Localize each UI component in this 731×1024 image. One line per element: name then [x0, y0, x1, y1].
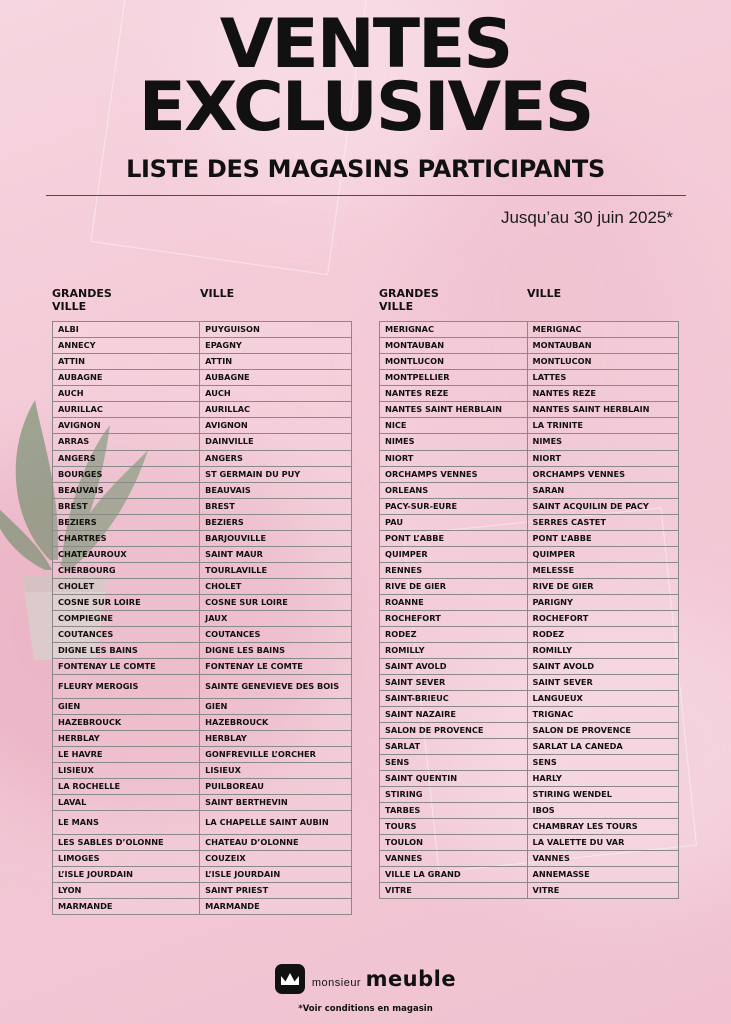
cell-grande-ville: MERIGNAC	[380, 322, 528, 338]
table-row	[53, 658, 352, 674]
cell-ville: SARAN	[527, 482, 678, 498]
table-row	[380, 386, 679, 402]
header-ville: VILLE	[200, 287, 235, 301]
table-row	[53, 482, 352, 498]
table-row	[380, 482, 679, 498]
cell-grande-ville: L’ISLE JOURDAIN	[53, 866, 200, 882]
cell-grande-ville: MARMANDE	[53, 898, 200, 914]
validity-date: Jusqu’au 30 juin 2025*	[500, 208, 673, 228]
table-row	[53, 810, 352, 834]
cell-grande-ville: LISIEUX	[53, 762, 200, 778]
table-row	[53, 546, 352, 562]
table-row	[53, 714, 352, 730]
cell-grande-ville: LA ROCHELLE	[53, 778, 200, 794]
column-headers-right	[379, 288, 679, 313]
cell-ville: AUCH	[200, 386, 352, 402]
table-row	[53, 562, 352, 578]
cell-ville: AUBAGNE	[200, 370, 352, 386]
cell-ville: LA TRINITE	[527, 418, 678, 434]
title-line-1: VENTES	[219, 5, 512, 84]
cell-ville: HAZEBROUCK	[200, 714, 352, 730]
cell-ville: CHAMBRAY LES TOURS	[527, 818, 678, 834]
cell-ville: JAUX	[200, 610, 352, 626]
table-row	[380, 370, 679, 386]
cell-ville: GONFREVILLE L’ORCHER	[200, 746, 352, 762]
cell-ville: AURILLAC	[200, 402, 352, 418]
cell-ville: STIRING WENDEL	[527, 786, 678, 802]
cell-ville: BREST	[200, 498, 352, 514]
table-row	[53, 834, 352, 850]
table-row	[53, 322, 352, 338]
cell-ville: NANTES REZE	[527, 386, 678, 402]
cell-grande-ville: LYON	[53, 882, 200, 898]
table-row	[53, 626, 352, 642]
table-row	[380, 594, 679, 610]
table-row	[380, 818, 679, 834]
store-list-right	[379, 288, 679, 915]
table-row	[380, 850, 679, 866]
cell-ville: IBOS	[527, 802, 678, 818]
cell-grande-ville: PAU	[380, 514, 528, 530]
table-row	[53, 354, 352, 370]
cell-ville: PARIGNY	[527, 594, 678, 610]
table-row	[53, 466, 352, 482]
cell-grande-ville: VANNES	[380, 850, 528, 866]
header-grande-ville-line2: VILLE	[52, 299, 87, 313]
cell-ville: HARLY	[527, 770, 678, 786]
cell-ville: DIGNE LES BAINS	[200, 642, 352, 658]
cell-grande-ville: LIMOGES	[53, 850, 200, 866]
table-row	[53, 594, 352, 610]
brand-logo-text	[311, 966, 457, 991]
table-row	[380, 546, 679, 562]
table-row	[53, 778, 352, 794]
table-row	[380, 578, 679, 594]
cell-grande-ville: HERBLAY	[53, 730, 200, 746]
table-row	[380, 626, 679, 642]
cell-ville: TRIGNAC	[527, 706, 678, 722]
cell-grande-ville: TOULON	[380, 834, 528, 850]
cell-grande-ville: NIORT	[380, 450, 528, 466]
cell-ville: CHOLET	[200, 578, 352, 594]
table-row	[380, 338, 679, 354]
table-row	[380, 802, 679, 818]
cell-ville: ROCHEFORT	[527, 610, 678, 626]
cell-grande-ville: SARLAT	[380, 738, 528, 754]
table-row	[380, 322, 679, 338]
table-row	[380, 434, 679, 450]
cell-ville: DAINVILLE	[200, 434, 352, 450]
cell-grande-ville: SAINT NAZAIRE	[380, 706, 528, 722]
cell-ville: VITRE	[527, 882, 678, 898]
column-headers-left	[52, 288, 352, 313]
cell-grande-ville: COUTANCES	[53, 626, 200, 642]
poster-footer	[0, 964, 731, 1014]
cell-ville: MONTLUCON	[527, 354, 678, 370]
cell-grande-ville: SAINT QUENTIN	[380, 770, 528, 786]
cell-ville: HERBLAY	[200, 730, 352, 746]
table-row	[53, 610, 352, 626]
store-list-left	[52, 288, 352, 915]
cell-grande-ville: SENS	[380, 754, 528, 770]
cell-grande-ville: FLEURY MEROGIS	[53, 674, 200, 698]
cell-grande-ville: LE MANS	[53, 810, 200, 834]
table-row	[53, 450, 352, 466]
table-row	[53, 402, 352, 418]
cell-ville: SAINTE GENEVIEVE DES BOIS	[200, 674, 352, 698]
cell-grande-ville: ANGERS	[53, 450, 200, 466]
cell-grande-ville: SAINT AVOLD	[380, 658, 528, 674]
cell-ville: ANNEMASSE	[527, 866, 678, 882]
table-row	[53, 674, 352, 698]
table-row	[53, 762, 352, 778]
cell-grande-ville: CHOLET	[53, 578, 200, 594]
table-row	[380, 530, 679, 546]
cell-grande-ville: RIVE DE GIER	[380, 578, 528, 594]
table-row	[53, 698, 352, 714]
divider	[46, 195, 686, 196]
cell-ville: BARJOUVILLE	[200, 530, 352, 546]
table-row	[380, 498, 679, 514]
cell-grande-ville: COSNE SUR LOIRE	[53, 594, 200, 610]
table-row	[53, 338, 352, 354]
cell-ville: SAINT PRIEST	[200, 882, 352, 898]
cell-ville: SERRES CASTET	[527, 514, 678, 530]
header-grande-ville-line1: GRANDES	[52, 287, 112, 301]
table-row	[380, 738, 679, 754]
table-row	[380, 866, 679, 882]
table-row	[53, 514, 352, 530]
cell-grande-ville: BEZIERS	[53, 514, 200, 530]
table-row	[380, 786, 679, 802]
cell-ville: AVIGNON	[200, 418, 352, 434]
header-grande-ville	[52, 288, 200, 313]
table-row	[380, 466, 679, 482]
table-row	[380, 642, 679, 658]
cell-ville: LA VALETTE DU VAR	[527, 834, 678, 850]
m-mark-icon	[280, 972, 300, 986]
table-row	[380, 690, 679, 706]
table-row	[53, 642, 352, 658]
table-row	[53, 418, 352, 434]
cell-ville: SARLAT LA CANEDA	[527, 738, 678, 754]
cell-ville: ROMILLY	[527, 642, 678, 658]
cell-ville: GIEN	[200, 698, 352, 714]
table-row	[53, 850, 352, 866]
table-row	[380, 706, 679, 722]
cell-grande-ville: PONT L’ABBE	[380, 530, 528, 546]
cell-ville: BEAUVAIS	[200, 482, 352, 498]
cell-grande-ville: AUCH	[53, 386, 200, 402]
store-lists	[0, 228, 731, 915]
cell-ville: RIVE DE GIER	[527, 578, 678, 594]
table-row	[380, 562, 679, 578]
table-row	[380, 770, 679, 786]
title-line-2: EXCLUSIVES	[138, 67, 593, 147]
cell-grande-ville: CHATEAUROUX	[53, 546, 200, 562]
cell-ville: PONT L’ABBE	[527, 530, 678, 546]
store-table-left	[52, 321, 352, 915]
table-row	[53, 578, 352, 594]
cell-ville: QUIMPER	[527, 546, 678, 562]
cell-grande-ville: FONTENAY LE COMTE	[53, 658, 200, 674]
cell-grande-ville: COMPIEGNE	[53, 610, 200, 626]
cell-grande-ville: SAINT-BRIEUC	[380, 690, 528, 706]
table-row	[380, 418, 679, 434]
header-ville: VILLE	[527, 287, 562, 301]
cell-grande-ville: SAINT SEVER	[380, 674, 528, 690]
cell-ville: L’ISLE JOURDAIN	[200, 866, 352, 882]
cell-grande-ville: ATTIN	[53, 354, 200, 370]
cell-ville: MARMANDE	[200, 898, 352, 914]
cell-ville: LA CHAPELLE SAINT AUBIN	[200, 810, 352, 834]
cell-grande-ville: NANTES SAINT HERBLAIN	[380, 402, 528, 418]
cell-ville: SAINT AVOLD	[527, 658, 678, 674]
header-grande-ville-line2: VILLE	[379, 299, 414, 313]
table-row	[53, 530, 352, 546]
table-row	[380, 882, 679, 898]
cell-grande-ville: VILLE LA GRAND	[380, 866, 528, 882]
cell-ville: BEZIERS	[200, 514, 352, 530]
cell-grande-ville: ALBI	[53, 322, 200, 338]
table-row	[380, 514, 679, 530]
legal-note: *Voir conditions en magasin	[298, 1004, 433, 1014]
cell-grande-ville: MONTLUCON	[380, 354, 528, 370]
cell-grande-ville: ROCHEFORT	[380, 610, 528, 626]
table-row	[380, 674, 679, 690]
table-row	[380, 402, 679, 418]
cell-ville: LATTES	[527, 370, 678, 386]
table-row	[380, 722, 679, 738]
cell-ville: MONTAUBAN	[527, 338, 678, 354]
cell-ville: NIORT	[527, 450, 678, 466]
cell-ville: COUZEIX	[200, 850, 352, 866]
table-row	[53, 794, 352, 810]
cell-grande-ville: RODEZ	[380, 626, 528, 642]
cell-grande-ville: BEAUVAIS	[53, 482, 200, 498]
cell-grande-ville: SALON DE PROVENCE	[380, 722, 528, 738]
table-row	[380, 754, 679, 770]
table-row	[53, 898, 352, 914]
cell-grande-ville: BOURGES	[53, 466, 200, 482]
table-row	[53, 370, 352, 386]
brand-name-bottom: meuble	[365, 966, 457, 991]
cell-grande-ville: ROANNE	[380, 594, 528, 610]
brand-logo	[275, 964, 456, 994]
cell-grande-ville: TOURS	[380, 818, 528, 834]
cell-grande-ville: NIMES	[380, 434, 528, 450]
cell-ville: LISIEUX	[200, 762, 352, 778]
cell-grande-ville: LES SABLES D’OLONNE	[53, 834, 200, 850]
cell-grande-ville: MONTAUBAN	[380, 338, 528, 354]
cell-grande-ville: NICE	[380, 418, 528, 434]
cell-grande-ville: RENNES	[380, 562, 528, 578]
cell-ville: EPAGNY	[200, 338, 352, 354]
cell-grande-ville: NANTES REZE	[380, 386, 528, 402]
poster-subtitle: LISTE DES MAGASINS PARTICIPANTS	[126, 155, 605, 184]
cell-grande-ville: LE HAVRE	[53, 746, 200, 762]
cell-ville: TOURLAVILLE	[200, 562, 352, 578]
cell-grande-ville: LAVAL	[53, 794, 200, 810]
cell-ville: PUYGUISON	[200, 322, 352, 338]
cell-ville: ATTIN	[200, 354, 352, 370]
monsieur-meuble-icon	[275, 964, 305, 994]
table-row	[53, 866, 352, 882]
cell-ville: MERIGNAC	[527, 322, 678, 338]
cell-grande-ville: ANNECY	[53, 338, 200, 354]
table-row	[53, 434, 352, 450]
cell-ville: NANTES SAINT HERBLAIN	[527, 402, 678, 418]
table-row	[53, 746, 352, 762]
header-grande-ville	[379, 288, 527, 313]
cell-grande-ville: AVIGNON	[53, 418, 200, 434]
cell-grande-ville: CHERBOURG	[53, 562, 200, 578]
cell-ville: CHATEAU D’OLONNE	[200, 834, 352, 850]
cell-grande-ville: ARRAS	[53, 434, 200, 450]
header-grande-ville-line1: GRANDES	[379, 287, 439, 301]
cell-grande-ville: ORCHAMPS VENNES	[380, 466, 528, 482]
cell-grande-ville: HAZEBROUCK	[53, 714, 200, 730]
cell-ville: COSNE SUR LOIRE	[200, 594, 352, 610]
cell-grande-ville: MONTPELLIER	[380, 370, 528, 386]
brand-name-top: monsieur	[311, 976, 362, 989]
cell-grande-ville: GIEN	[53, 698, 200, 714]
table-row	[53, 498, 352, 514]
cell-grande-ville: BREST	[53, 498, 200, 514]
cell-ville: SENS	[527, 754, 678, 770]
cell-grande-ville: VITRE	[380, 882, 528, 898]
cell-ville: RODEZ	[527, 626, 678, 642]
cell-grande-ville: TARBES	[380, 802, 528, 818]
cell-ville: ANGERS	[200, 450, 352, 466]
table-row	[380, 354, 679, 370]
table-row	[53, 882, 352, 898]
cell-ville: PUILBOREAU	[200, 778, 352, 794]
cell-grande-ville: AURILLAC	[53, 402, 200, 418]
cell-grande-ville: DIGNE LES BAINS	[53, 642, 200, 658]
cell-ville: LANGUEUX	[527, 690, 678, 706]
cell-ville: SAINT MAUR	[200, 546, 352, 562]
cell-ville: COUTANCES	[200, 626, 352, 642]
table-row	[380, 450, 679, 466]
cell-grande-ville: STIRING	[380, 786, 528, 802]
cell-grande-ville: CHARTRES	[53, 530, 200, 546]
cell-ville: SAINT SEVER	[527, 674, 678, 690]
cell-ville: MELESSE	[527, 562, 678, 578]
cell-grande-ville: PACY-SUR-EURE	[380, 498, 528, 514]
cell-ville: ST GERMAIN DU PUY	[200, 466, 352, 482]
cell-grande-ville: AUBAGNE	[53, 370, 200, 386]
cell-ville: SAINT ACQUILIN DE PACY	[527, 498, 678, 514]
cell-grande-ville: ORLEANS	[380, 482, 528, 498]
cell-ville: SAINT BERTHEVIN	[200, 794, 352, 810]
cell-ville: ORCHAMPS VENNES	[527, 466, 678, 482]
cell-ville: SALON DE PROVENCE	[527, 722, 678, 738]
cell-grande-ville: QUIMPER	[380, 546, 528, 562]
table-row	[53, 386, 352, 402]
table-row	[380, 658, 679, 674]
cell-ville: VANNES	[527, 850, 678, 866]
cell-ville: NIMES	[527, 434, 678, 450]
store-table-right	[379, 321, 679, 899]
cell-ville: FONTENAY LE COMTE	[200, 658, 352, 674]
cell-grande-ville: ROMILLY	[380, 642, 528, 658]
poster-title	[0, 0, 731, 147]
table-row	[380, 834, 679, 850]
table-row	[380, 610, 679, 626]
table-row	[53, 730, 352, 746]
